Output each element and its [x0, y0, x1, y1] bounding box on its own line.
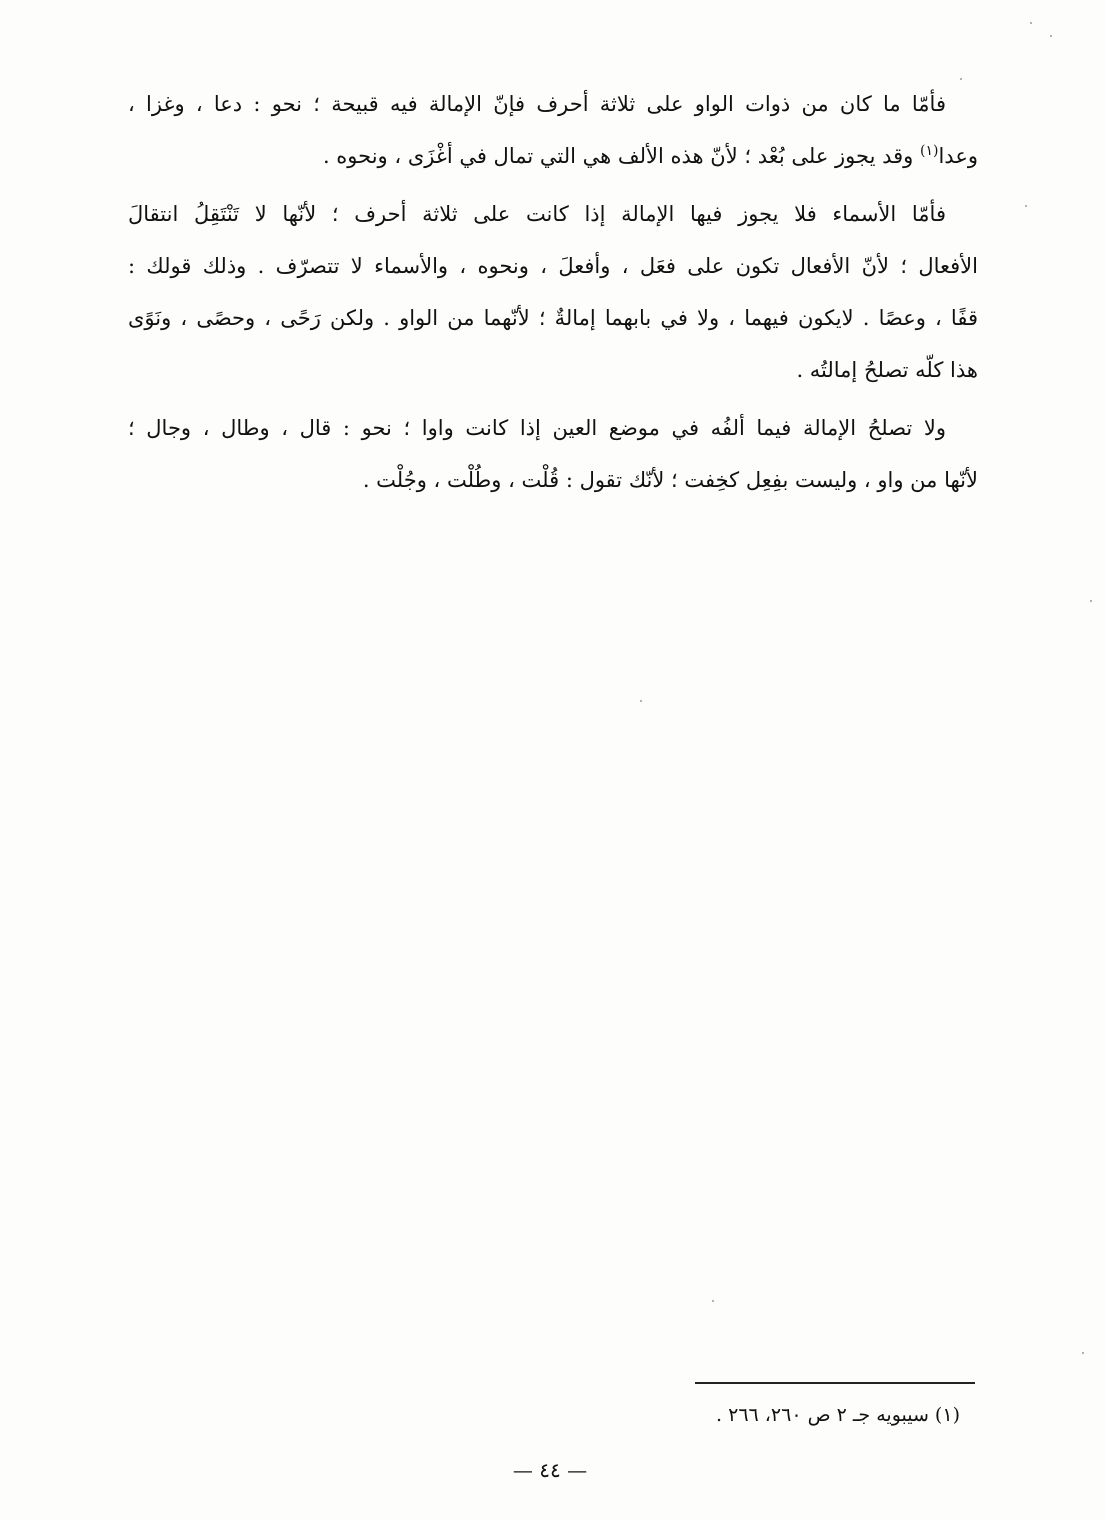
scan-speck: [712, 1300, 714, 1302]
scan-speck: [1050, 35, 1052, 37]
scan-speck: [1082, 1352, 1084, 1354]
paragraph-1-line-1: فأمّا ما كان من ذوات الواو على ثلاثة أحرف فإنّ الإمالة فيه قبيحة ؛ نحو : دعا ، وغزا ،: [128, 92, 946, 116]
paragraph-1-line-2: [128, 130, 978, 182]
footnote-separator: [695, 1382, 975, 1384]
scan-speck: [640, 700, 642, 702]
paragraph-1: [128, 78, 978, 182]
paragraph-2-line-4: هذا كلّه تصلحُ إمالتُه .: [796, 358, 978, 382]
scan-speck: [1090, 600, 1092, 602]
scan-speck: [1030, 22, 1032, 24]
paragraph-1-line-2-end: وقد يجوز على بُعْد ؛ لأنّ هذه الألف هي التي تمال في أغْزَى ، ونحوه .: [322, 144, 914, 168]
paragraph-1-line-2-start: وعدا: [938, 144, 978, 168]
paragraph-3-line-1: ولا تصلحُ الإمالة فيما ألفُه في موضع العين إذا كانت واوا ؛ نحو : قال ، وطال ، وجال ؛: [128, 416, 946, 440]
paragraph-3-line-2: لأنّها من واو ، وليست بفِعِل كخِفت ؛ لأنّك تقول : قُلْت ، وطُلْت ، وجُلْت .: [362, 468, 978, 492]
footnote: (١) سيبويه جـ ٢ ص ٢٦٠، ٢٦٦ .: [716, 1404, 960, 1426]
page-number: — ٤٤ —: [512, 1458, 588, 1482]
footnote-reference: (١): [920, 143, 939, 159]
paragraph-2: [128, 188, 978, 396]
body-text: [128, 78, 978, 512]
paragraph-2-line-1: فأمّا الأسماء فلا يجوز فيها الإمالة إذا كانت على ثلاثة أحرف ؛ لأنّها لا تَنْتَقِلُ انتقالَ: [128, 202, 946, 226]
paragraph-3: [128, 402, 978, 506]
scan-speck: [1025, 205, 1027, 207]
paragraph-2-line-2: الأفعال ؛ لأنّ الأفعال تكون على فعَل ، وأفعلَ ، ونحوه ، والأسماء لا تتصرّف . وذلك قولك :: [128, 254, 978, 278]
paragraph-2-line-3: قفًا ، وعصًا . لايكون فيهما ، ولا في بابهما إمالةٌ ؛ لأنّهما من الواو . ولكن رَحًى ، وحصًى ، ونَوًى: [128, 306, 978, 330]
